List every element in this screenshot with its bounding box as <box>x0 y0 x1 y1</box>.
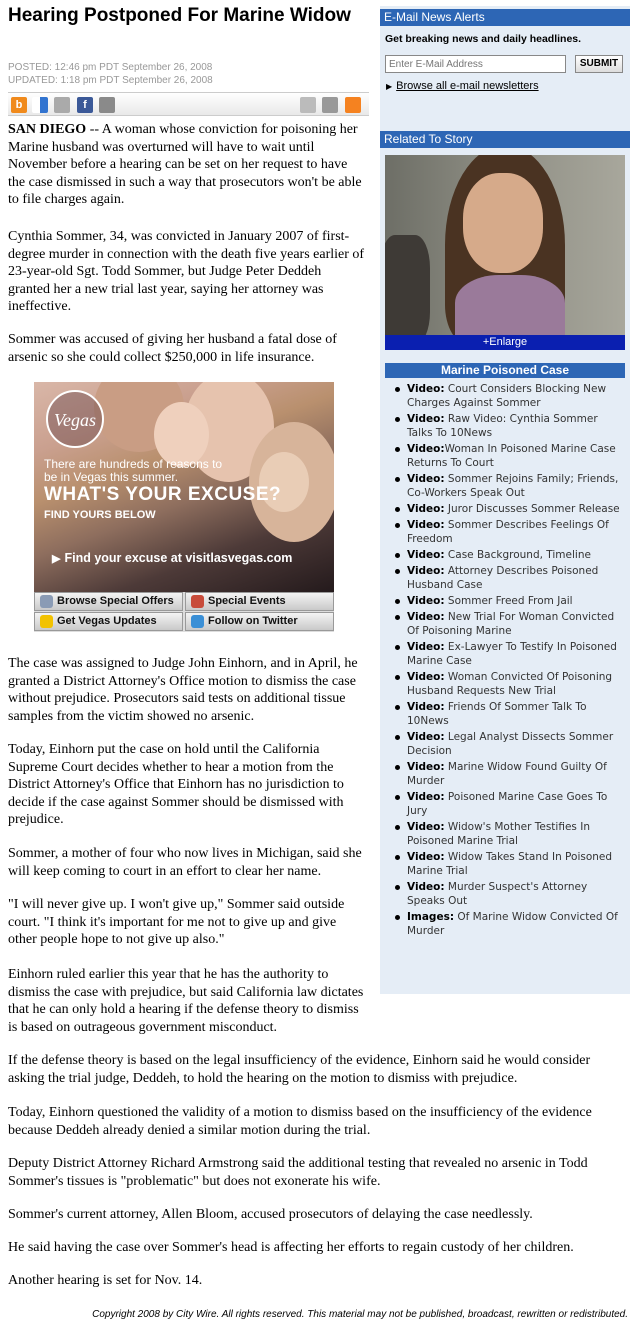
buzz-icon[interactable]: b <box>11 97 27 113</box>
article-paragraph-8: Einhorn ruled earlier this year that he has the authority to dismiss the case with prejudice, but said California law dictates that he can only hold a hearing if the defense theory to dismiss is based on outrageous government misconduct. <box>8 967 364 1035</box>
ad-button-panel <box>34 592 334 632</box>
case-link-title[interactable]: Friends Of Sommer Talk To 10News <box>407 701 587 727</box>
email-story-icon[interactable] <box>300 97 316 113</box>
case-link-title[interactable]: Ex-Lawyer To Testify In Poisoned Marine Case <box>407 641 617 667</box>
case-link-title[interactable]: Murder Suspect's Attorney Speaks Out <box>407 881 588 907</box>
email-input[interactable] <box>385 55 566 73</box>
article-paragraph-5: Today, Einhorn put the case on hold until the California Supreme Court decides whether to hear a motion from the District Attorney's Office that Einhorn has no jurisdiction to decide if the case against Sommer should be dismissed with prejudice. <box>8 742 344 827</box>
vegas-updates-button[interactable]: Get Vegas Updates <box>34 612 183 631</box>
copyright: Copyright 2008 by City Wire. All rights reserved. This material may not be published, broadcast, rewritten or redistributed. <box>92 1309 628 1320</box>
case-link-title[interactable]: Marine Widow Found Guilty Of Murder <box>407 761 607 787</box>
case-link-type: Video: <box>407 761 445 773</box>
article-paragraph-12: Sommer's current attorney, Allen Bloom, accused prosecutors of delaying the case needlessly. <box>8 1207 533 1222</box>
case-link-title[interactable]: Of Marine Widow Convicted Of Murder <box>407 911 618 937</box>
case-link-type: Video: <box>407 641 445 653</box>
article-headline: Hearing Postponed For Marine Widow <box>8 5 351 26</box>
browse-offers-button[interactable]: Browse Special Offers <box>34 592 183 611</box>
twitter-icon <box>191 615 204 628</box>
case-link-type: Video: <box>407 671 445 683</box>
case-link-title[interactable]: Attorney Describes Poisoned Husband Case <box>407 565 599 591</box>
case-link-title[interactable]: Juror Discusses Sommer Release <box>444 503 620 515</box>
article-paragraph-13: He said having the case over Sommer's head is affecting her efforts to regain custody of her children. <box>8 1240 574 1255</box>
rss-icon[interactable] <box>345 97 361 113</box>
case-link-item[interactable] <box>393 700 625 728</box>
case-link-item[interactable] <box>393 910 625 938</box>
case-link-type: Video: <box>407 443 445 455</box>
vegas-ad[interactable] <box>34 382 334 632</box>
posted-timestamp: POSTED: 12:46 pm PDT September 26, 2008 <box>8 62 213 73</box>
case-link-title[interactable]: Widow Takes Stand In Poisoned Marine Trial <box>407 851 613 877</box>
related-story-header: Related To Story <box>380 131 630 148</box>
star-icon <box>40 615 53 628</box>
ad-headline: WHAT'S YOUR EXCUSE? <box>44 484 282 505</box>
play-arrow-icon: ▶ <box>52 553 61 565</box>
vegas-logo: Vegas <box>46 390 104 448</box>
case-link-type: Video: <box>407 383 445 395</box>
case-link-item[interactable] <box>393 880 625 908</box>
case-link-item[interactable] <box>393 730 625 758</box>
article-paragraph-4: The case was assigned to Judge John Einhorn, and in April, he granted a District Attorney's Office motion to dismiss the case without prejudice. Prosecutors said tests on additional tissue samples from the victim showed no arsenic. <box>8 656 358 724</box>
article-paragraph-2: Cynthia Sommer, 34, was convicted in January 2007 of first-degree murder in connection with the death five years earlier of 23-year-old Sgt. Todd Sommer, but Judge Peter Deddeh granted her a new trial last year, saying her attorney was ineffective. <box>8 229 365 314</box>
case-link-title[interactable]: Woman In Poisoned Marine Case Returns To Court <box>407 443 616 469</box>
case-link-title[interactable]: Case Background, Timeline <box>444 549 591 561</box>
case-link-title[interactable]: Legal Analyst Dissects Sommer Decision <box>407 731 614 757</box>
case-link-item[interactable] <box>393 502 625 516</box>
case-link-item[interactable] <box>393 760 625 788</box>
article-paragraph-14: Another hearing is set for Nov. 14. <box>8 1273 203 1288</box>
delicious-icon[interactable] <box>32 97 48 113</box>
case-link-item[interactable] <box>393 850 625 878</box>
case-link-title[interactable]: Sommer Rejoins Family; Friends, Co-Workers Speak Out <box>407 473 619 499</box>
case-link-type: Video: <box>407 595 445 607</box>
case-link-title[interactable]: Raw Video: Cynthia Sommer Talks To 10News <box>407 413 598 439</box>
case-link-type: Video: <box>407 881 445 893</box>
email-alerts-text: Get breaking news and daily headlines. <box>385 33 582 45</box>
email-alerts-header: E-Mail News Alerts <box>380 9 630 26</box>
story-photo[interactable] <box>385 155 625 335</box>
case-link-type: Video: <box>407 503 445 515</box>
case-link-type: Video: <box>407 565 445 577</box>
case-link-item[interactable] <box>393 564 625 592</box>
facebook-icon[interactable]: f <box>77 97 93 113</box>
case-link-item[interactable] <box>393 518 625 546</box>
case-link-item[interactable] <box>393 412 625 440</box>
print-icon[interactable] <box>322 97 338 113</box>
case-link-type: Video: <box>407 519 445 531</box>
case-link-type: Video: <box>407 821 445 833</box>
submit-button[interactable]: SUBMIT <box>575 55 623 73</box>
ad-subhead: FIND YOURS BELOW <box>44 509 156 521</box>
calendar-icon <box>191 595 204 608</box>
case-link-type: Video: <box>407 791 445 803</box>
updated-timestamp: UPDATED: 1:18 pm PDT September 26, 2008 <box>8 75 213 86</box>
case-link-item[interactable] <box>393 670 625 698</box>
case-link-item[interactable] <box>393 594 625 608</box>
article-paragraph-7: "I will never give up. I won't give up," Sommer said outside court. "I think it's important for me not to give up and give other people hope to not give up also." <box>8 897 345 947</box>
case-link-list <box>393 382 625 940</box>
case-link-item[interactable] <box>393 382 625 410</box>
digg-icon[interactable] <box>99 97 115 113</box>
enlarge-button[interactable]: +Enlarge <box>385 335 625 350</box>
case-link-type: Video: <box>407 413 445 425</box>
case-link-item[interactable] <box>393 472 625 500</box>
case-link-item[interactable] <box>393 548 625 562</box>
case-link-title[interactable]: Sommer Freed From Jail <box>444 595 573 607</box>
case-link-type: Video: <box>407 611 445 623</box>
article-paragraph-1: SAN DIEGO -- A woman whose conviction for poisoning her Marine husband was overturned will have to wait until November before a hearing can be set on her request to have the case dismissed in such a way that prosecutors won't be able to file charges again. <box>8 122 362 207</box>
share-people-icon[interactable] <box>54 97 70 113</box>
case-link-item[interactable] <box>393 640 625 668</box>
ad-reasons-text: There are hundreds of reasons to be in Vegas this summer. <box>44 457 223 484</box>
special-events-button[interactable]: Special Events <box>185 592 334 611</box>
ad-visit-link[interactable]: ▶ Find your excuse at visitlasvegas.com <box>52 551 293 565</box>
case-link-type: Images: <box>407 911 455 923</box>
case-header: Marine Poisoned Case <box>385 363 625 378</box>
case-link-title[interactable]: Court Considers Blocking New Charges Against Sommer <box>407 383 607 409</box>
case-link-title[interactable]: Woman Convicted Of Poisoning Husband Requests New Trial <box>407 671 613 697</box>
case-link-item[interactable] <box>393 820 625 848</box>
case-link-item[interactable] <box>393 790 625 818</box>
case-link-title[interactable]: Widow's Mother Testifies In Poisoned Marine Trial <box>407 821 590 847</box>
case-link-item[interactable] <box>393 610 625 638</box>
case-link-title[interactable]: New Trial For Woman Convicted Of Poisoning Marine <box>407 611 615 637</box>
case-link-title[interactable]: Poisoned Marine Case Goes To Jury <box>407 791 608 817</box>
article-paragraph-9: If the defense theory is based on the legal insufficiency of the evidence, Einhorn said he would consider asking the trial judge, Deddeh, to hold the hearing on the motion to dismiss with prejudice. <box>8 1053 591 1086</box>
case-link-type: Video: <box>407 473 445 485</box>
arrow-right-icon: ▶ <box>386 82 393 91</box>
share-toolbar <box>8 92 369 116</box>
case-link-type: Video: <box>407 851 445 863</box>
case-link-type: Video: <box>407 549 445 561</box>
magnifier-icon <box>40 595 53 608</box>
case-link-type: Video: <box>407 731 445 743</box>
follow-twitter-button[interactable]: Follow on Twitter <box>185 612 334 631</box>
article-paragraph-10: Today, Einhorn questioned the validity of a motion to dismiss based on the insufficiency of the evidence because Deddeh already denied a similar motion during the trial. <box>8 1105 592 1138</box>
case-link-item[interactable] <box>393 442 625 470</box>
browse-newsletters-link[interactable]: ▶ Browse all e-mail newsletters <box>386 80 539 92</box>
article-paragraph-6: Sommer, a mother of four who now lives in Michigan, said she will keep coming to court in an effort to clear her name. <box>8 846 362 879</box>
case-link-type: Video: <box>407 701 445 713</box>
dateline: SAN DIEGO <box>8 122 87 137</box>
article-paragraph-3: Sommer was accused of giving her husband a fatal dose of arsenic so she could collect $250,000 in life insurance. <box>8 332 337 365</box>
article-paragraph-11: Deputy District Attorney Richard Armstrong said the additional testing that revealed no arsenic in Todd Sommer's tissues is "problematic" but does not exonerate his wife. <box>8 1156 588 1189</box>
case-link-title[interactable]: Sommer Describes Feelings Of Freedom <box>407 519 609 545</box>
